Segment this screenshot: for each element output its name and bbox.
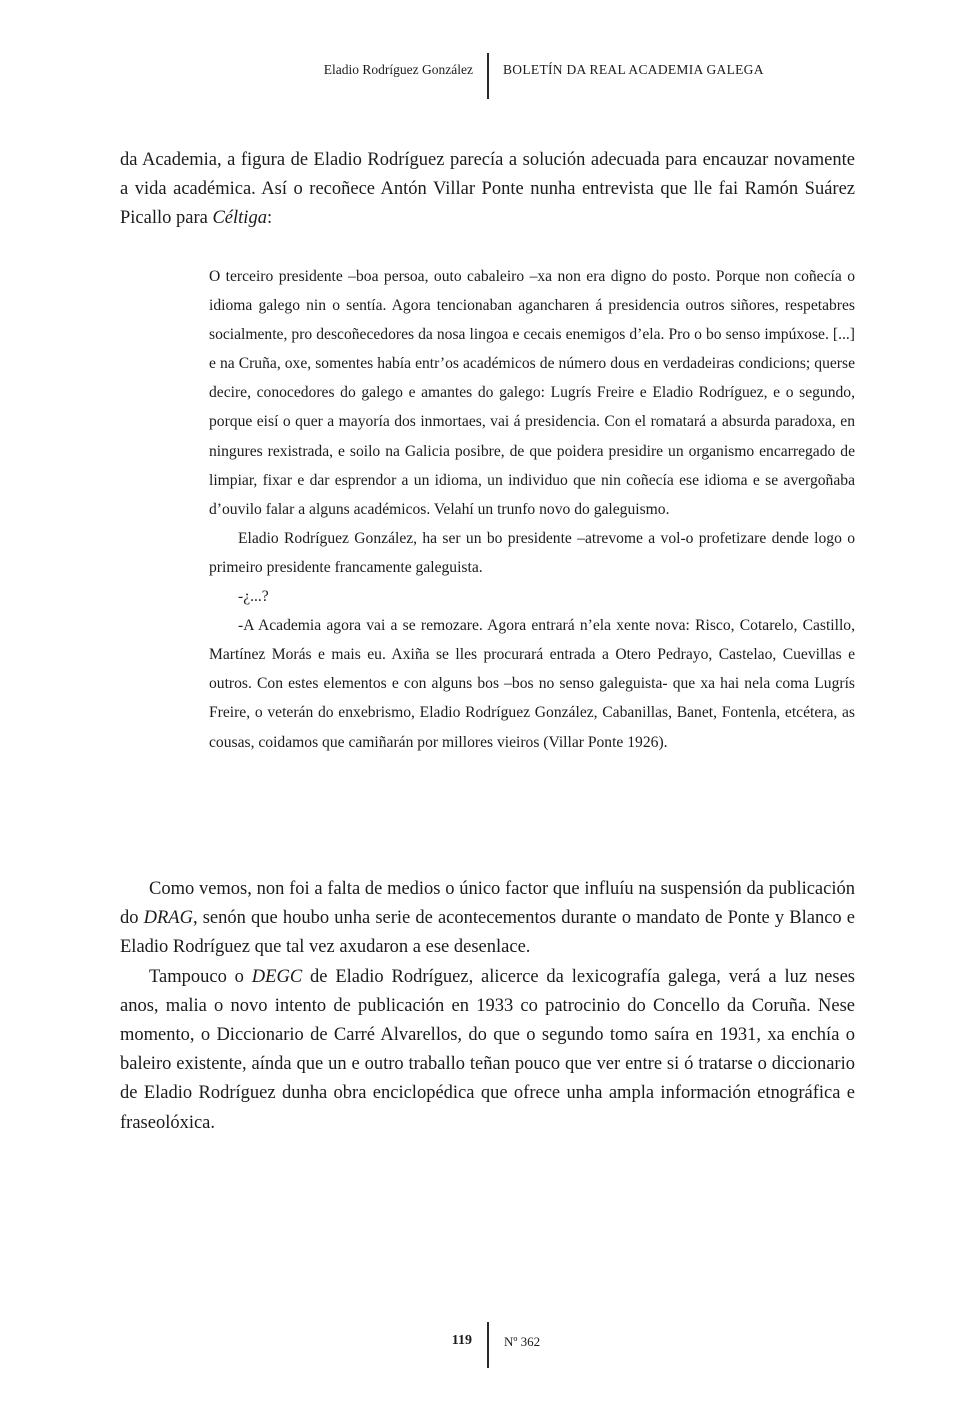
footer-divider	[487, 1322, 489, 1368]
paragraph-2-italic: DEGC	[251, 966, 303, 987]
running-header-journal: BOLETÍN DA REAL ACADEMIA GALEGA	[503, 62, 764, 77]
issue-number: Nº 362	[504, 1334, 541, 1349]
quote-paragraph-3: -¿...?	[238, 588, 269, 606]
quote-paragraph-4: -A Academia agora vai a se remozare. Agora entrará n’ela xente nova: Risco, Cotarelo, Castillo, Martínez Morás e mais eu. Axiña se lles procurará entrada a Otero Pedrayo, Castelao, Cuevillas e outros. Con estes elementos e con alguns bos –bos no senso galeguista- que xa hai nela coma Lugrís Freire, o veterán do enxebrismo, Eladio Rodríguez González, Cabanillas, Banet, Fontenla, etcétera, as cousas, coidamos que camiñarán por millores vieiros (Villar Ponte 1926).	[209, 617, 855, 751]
main-text	[120, 875, 855, 1138]
running-header-author: Eladio Rodríguez González	[323, 62, 473, 77]
intro-paragraph	[120, 146, 855, 234]
paragraph-2	[120, 963, 855, 1138]
quote-paragraph-2: Eladio Rodríguez González, ha ser un bo presidente –atrevome a vol-o profetizare dende logo o primeiro presidente francamente galeguista.	[209, 529, 855, 576]
quote-paragraph-1: O terceiro presidente –boa persoa, outo cabaleiro –xa non era digno do posto. Porque non coñecía o idioma galego nin o sentía. Agora tencionaban agancharen á presidencia outros siñores, respetabres socialmente, pro descoñecedores da nosa lingoa e cecais enemigos d’ela. Pro o bo senso impúxose. [...] e na Cruña, oxe, somentes había entr’os académicos de número dous en verdadeiras condicions; querse decire, conocedores do galego e amantes do galego: Lugrís Freire e Eladio Rodríguez, e o segundo, porque eisí o quer a mayoría dos inmortaes, vai á presidencia. Con el romatará a absurda paradoxa, en ningures rexistrada, e soilo na Galicia posibre, de que poidera presidire un organismo encarregado de limpiar, fixar e dar esprendor a un idioma, un individuo que nin coñecía ese idioma e se avergoñaba d’ouvilo falar a alguns académicos. Velahí un trunfo novo do galeguismo.	[209, 268, 855, 518]
intro-text: da Academia, a figura de Eladio Rodríguez parecía a solución adecuada para encauzar novamente a vida académica. Así o recoñece Antón Villar Ponte nunha entrevista que lle fai Ramón Suárez Picallo para	[120, 150, 855, 229]
paragraph-1-text-a: Como vemos, non foi a falta de medios o único factor que influíu na suspensión da publicación do	[120, 879, 855, 929]
paragraph-1-text-b: , senón que houbo unha serie de acontecementos durante o mandato de Ponte y Blanco e Eladio Rodríguez que tal vez axudaron a ese desenlace.	[120, 908, 856, 958]
paragraph-2-text-a: Tampouco o	[149, 966, 252, 987]
paragraph-1-italic: DRAG	[143, 908, 193, 929]
header-divider	[487, 53, 489, 99]
paragraph-2-text-b: de Eladio Rodríguez, alicerce da lexicografía galega, verá a luz neses anos, malia o novo intento de publicación en 1933 co patrocinio do Concello da Coruña. Nese momento, o Diccionario de Carré Alvarellos, do que o segundo tomo saíra en 1931, xa enchía o baleiro existente, aínda que un e outro traballo teñan pouco que ver entre si ó tratarse o diccionario de Eladio Rodríguez dunha obra enciclopédica que ofrece unha ampla información etnográfica e fraseolóxica.	[120, 966, 855, 1133]
intro-italic: Céltiga	[212, 208, 267, 229]
intro-end: :	[266, 208, 273, 229]
paragraph-1	[120, 875, 855, 963]
page-number: 119	[451, 1333, 472, 1348]
block-quote	[209, 262, 855, 757]
